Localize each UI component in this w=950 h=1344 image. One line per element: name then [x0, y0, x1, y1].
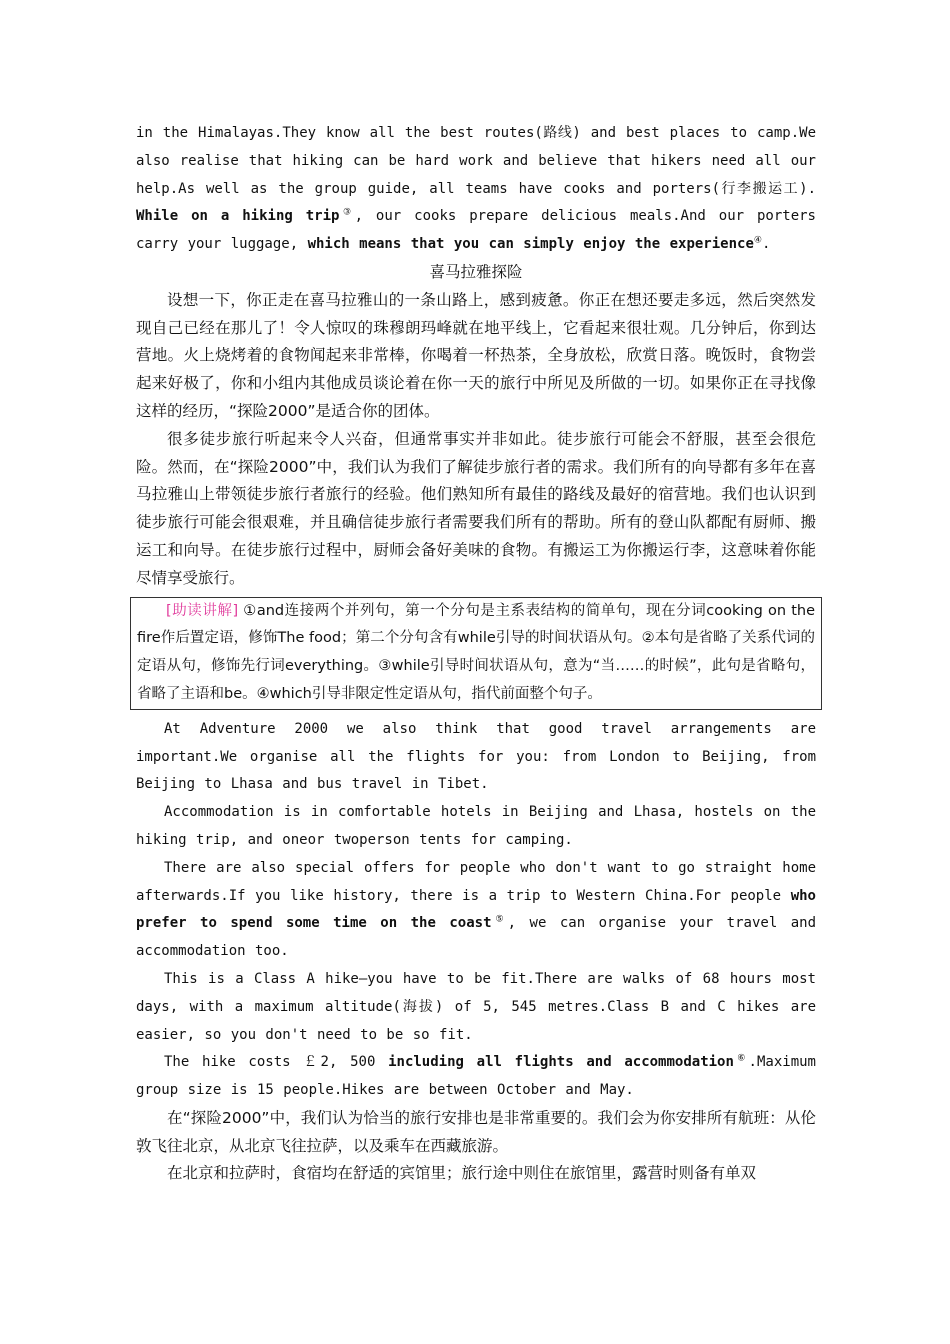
english-paragraph-1: in the Himalayas.They know all the best routes(路线) and best places to camp.We also realise that hiking can be hard work and believe that hikers need all our help.As well as the group guide, all teams have cooks and porters(行李搬运工). While on a hiking trip③, our cooks prepare delicious meals.And our porters carry your luggage, which means that you can simply enjoy the experience④.: [136, 125, 816, 253]
english-paragraph-6: The hike costs ￡2, 500 including all flights and accommodation⑥.Maximum group size is 15 people.Hikes are between October and May.: [136, 1053, 816, 1099]
footnote-5: ⑤: [491, 914, 508, 925]
english-paragraph-5: This is a Class A hike—you have to be fit.There are walks of 68 hours most days, with a maximum altitude(海拔) of 5, 545 metres.Class B and C hikes are easier, so you don't need to be so fit.: [136, 970, 816, 1043]
highlight-phrase-5: who prefer to spend some time on the coast: [136, 887, 816, 932]
english-paragraph-4: There are also special offers for people who don't want to go straight home afterwards.If you like history, there is a trip to Western China.For people who prefer to spend some time on the coast⑤, we can organise your travel and accommodation too.: [136, 859, 816, 960]
footnote-4: ④: [753, 235, 762, 246]
english-paragraph-3: Accommodation is in comfortable hotels in Beijing and Lhasa, hostels on the hiking trip, and oneor twoperson tents for camping.: [136, 804, 816, 848]
chinese-paragraph-2: 很多徒步旅行听起来令人兴奋，但通常事实并非如此。徒步旅行可能会不舒服，甚至会很危险。然而，在“探险2000”中，我们认为我们了解徒步旅行者的需求。我们所有的向导都有多年在喜马拉雅山上带领徒步旅行者旅行的经验。他们熟知所有最佳的路线及最好的宿营地。我们也认识到徒步旅行可能会很艰难，并且确信徒步旅行者需要我们所有的帮助。所有的登山队都配有厨师、搬运工和向导。在徒步旅行过程中，厨师会备好美味的食物。有搬运工为你搬运行李，这意味着你能尽情享受旅行。: [136, 429, 816, 587]
chinese-paragraph-4: 在北京和拉萨时，食宿均在舒适的宾馆里；旅行途中则住在旅馆里，露营时则备有单双: [167, 1164, 757, 1183]
highlight-phrase-6: including all flights and accommodation: [388, 1054, 734, 1071]
highlight-phrase-4: which means that you can simply enjoy the experience: [307, 236, 754, 253]
footnote-6: ⑥: [733, 1053, 749, 1064]
chinese-title: 喜马拉雅探险: [429, 262, 523, 281]
chinese-paragraph-1: 设想一下，你正走在喜马拉雅山的一条山路上，感到疲惫。你正在想还要走多远，然后突然发现自己已经在那儿了！令人惊叹的珠穆朗玛峰就在地平线上，它看起来很壮观。几分钟后，你到达营地。火上烧烤着的食物闻起来非常棒，你喝着一杯热茶，全身放松，欣赏日落。晚饭时，食物尝起来好极了，你和小组内其他成员谈论着在你一天的旅行中所见及所做的一切。如果你正在寻找像这样的经历，“探险2000”是适合你的团体。: [136, 290, 816, 420]
highlight-phrase-3: While on a hiking trip: [136, 208, 340, 225]
document-page: [136, 120, 816, 1188]
reading-note-text: ①and连接两个并列句，第一个分句是主系表结构的简单句，现在分词cooking on the fire作后置定语，修饰The food；第二个分句含有while引导的时间状语从句。②本句是省略了关系代词的定语从句，修饰先行词everything。③while引导时间状语从句，意为“当……的时候”，此句是省略句，省略了主语和be。④which引导非限定性定语从句，指代前面整个句子。: [137, 602, 815, 702]
chinese-paragraph-3: 在“探险2000”中，我们认为恰当的旅行安排也是非常重要的。我们会为你安排所有航班：从伦敦飞往北京，从北京飞往拉萨，以及乘车在西藏旅游。: [136, 1108, 816, 1155]
reading-note-box: [130, 597, 822, 710]
reading-note-tag: [助读讲解]: [166, 602, 239, 619]
footnote-3: ③: [339, 207, 355, 218]
english-paragraph-2: At Adventure 2000 we also think that good travel arrangements are important.We organise all the flights for you: from London to Beijing, from Beijing to Lhasa and bus travel in Tibet.: [136, 720, 816, 793]
